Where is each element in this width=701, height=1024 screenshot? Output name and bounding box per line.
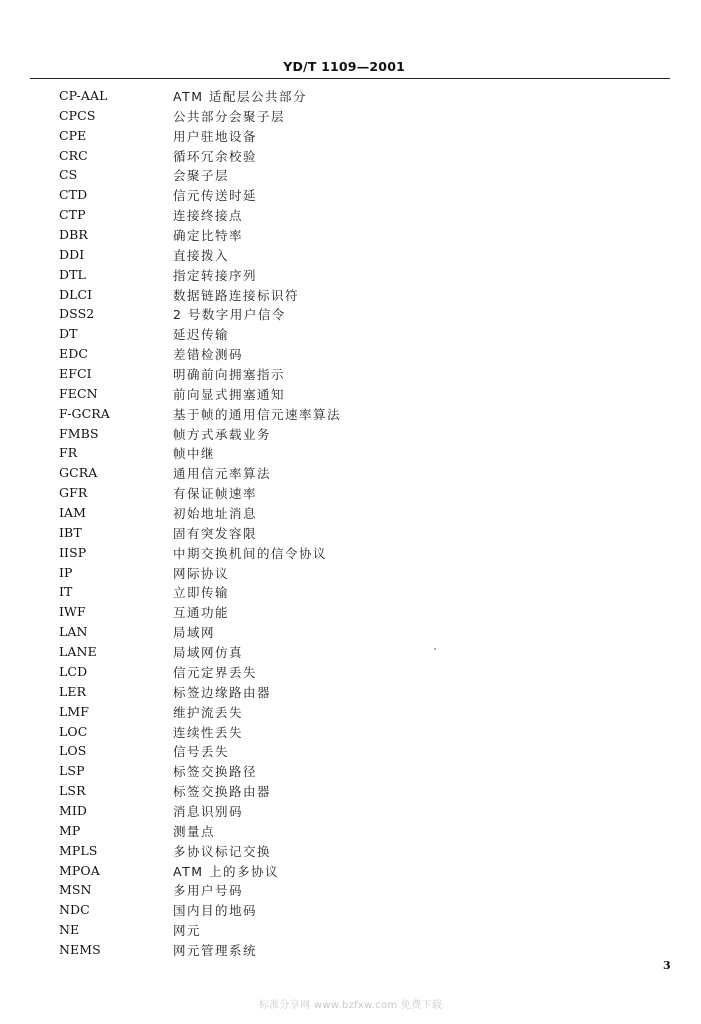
term-row — [59, 165, 659, 185]
term-definition: 指定转接序列 — [173, 267, 258, 283]
term-definition: ATM 上的多协议 — [173, 863, 279, 879]
term-row — [59, 662, 659, 682]
term-abbreviation: LER — [59, 683, 87, 699]
term-abbreviation: FR — [59, 445, 78, 461]
term-row — [59, 622, 659, 642]
term-abbreviation: IISP — [59, 544, 87, 560]
term-row — [59, 702, 659, 722]
header-divider — [30, 78, 670, 79]
term-abbreviation: MPOA — [59, 862, 100, 878]
term-abbreviation: IBT — [59, 524, 82, 540]
term-definition: ATM 适配层公共部分 — [173, 89, 307, 104]
term-abbreviation: DLCI — [59, 286, 93, 302]
term-abbreviation: FMBS — [59, 425, 99, 441]
term-definition: 局域网仿真 — [173, 645, 244, 661]
term-definition: 标签边缘路由器 — [173, 684, 272, 700]
term-abbreviation: CTD — [59, 187, 88, 203]
term-row — [59, 602, 659, 622]
term-definition: 维护流丢失 — [173, 704, 244, 720]
term-row — [59, 443, 659, 463]
term-definition: 有保证帧速率 — [173, 486, 258, 502]
term-abbreviation: NE — [59, 922, 80, 938]
term-row — [59, 424, 659, 444]
term-abbreviation: CP-AAL — [59, 88, 108, 103]
term-abbreviation: LSP — [59, 763, 85, 779]
term-row — [59, 245, 659, 265]
term-definition: 国内目的地码 — [173, 903, 258, 919]
term-row — [59, 841, 659, 861]
scan-speck — [434, 648, 436, 650]
term-definition: 会聚子层 — [173, 168, 230, 184]
abbreviation-list — [59, 86, 659, 960]
term-definition: 确定比特率 — [173, 228, 244, 244]
term-definition: 帧中继 — [173, 446, 216, 462]
term-abbreviation: EDC — [59, 346, 89, 362]
term-abbreviation: LMF — [59, 703, 90, 719]
term-row — [59, 205, 659, 225]
term-row — [59, 880, 659, 900]
term-row — [59, 86, 659, 106]
term-abbreviation: IAM — [59, 505, 87, 521]
term-definition: 连续性丢失 — [173, 724, 244, 740]
term-abbreviation: IP — [59, 564, 73, 580]
term-row — [59, 146, 659, 166]
term-definition: 标签交换路径 — [173, 764, 258, 780]
term-definition: 信元传送时延 — [173, 188, 258, 204]
term-abbreviation: IWF — [59, 604, 86, 620]
term-definition: 初始地址消息 — [173, 506, 258, 522]
term-definition: 中期交换机间的信令协议 — [173, 545, 328, 561]
term-abbreviation: IT — [59, 584, 73, 600]
term-row — [59, 801, 659, 821]
term-row — [59, 106, 659, 126]
term-definition: 立即传输 — [173, 585, 230, 601]
term-definition: 局域网 — [173, 625, 216, 641]
term-row — [59, 722, 659, 742]
term-row — [59, 682, 659, 702]
term-definition: 公共部分会聚子层 — [173, 108, 286, 124]
term-row — [59, 324, 659, 344]
term-row — [59, 761, 659, 781]
term-definition: 连接终接点 — [173, 208, 244, 224]
term-definition: 信号丢失 — [173, 744, 230, 760]
term-abbreviation: DTL — [59, 266, 86, 282]
term-row — [59, 900, 659, 920]
term-definition: 直接拨入 — [173, 247, 230, 263]
term-definition: 测量点 — [173, 823, 216, 839]
term-abbreviation: LSR — [59, 783, 86, 799]
term-abbreviation: MSN — [59, 882, 92, 898]
term-definition: 延迟传输 — [173, 327, 230, 343]
term-definition: 循环冗余校验 — [173, 148, 258, 164]
term-row — [59, 225, 659, 245]
term-definition: 网元管理系统 — [173, 942, 258, 958]
term-abbreviation: MP — [59, 822, 81, 838]
term-abbreviation: DT — [59, 326, 78, 342]
term-row — [59, 563, 659, 583]
term-definition: 用户驻地设备 — [173, 128, 258, 144]
term-abbreviation: CPCS — [59, 107, 96, 123]
term-abbreviation: DBR — [59, 227, 88, 243]
term-abbreviation: LOS — [59, 743, 87, 759]
term-row — [59, 304, 659, 324]
term-abbreviation: CTP — [59, 207, 86, 223]
term-row — [59, 265, 659, 285]
term-row — [59, 344, 659, 364]
term-definition: 标签交换路由器 — [173, 784, 272, 800]
term-abbreviation: CS — [59, 167, 78, 183]
term-row — [59, 741, 659, 761]
term-abbreviation: NEMS — [59, 941, 101, 957]
term-abbreviation: LCD — [59, 663, 88, 679]
term-row — [59, 364, 659, 384]
term-definition: 前向显式拥塞通知 — [173, 386, 286, 402]
term-definition: 帧方式承载业务 — [173, 426, 272, 442]
term-abbreviation: LAN — [59, 624, 88, 640]
term-definition: 多用户号码 — [173, 883, 244, 899]
term-abbreviation: FECN — [59, 385, 98, 401]
term-row — [59, 642, 659, 662]
term-row — [59, 384, 659, 404]
document-code: YD/T 1109—2001 — [283, 59, 405, 74]
term-row — [59, 940, 659, 960]
term-definition: 基于帧的通用信元速率算法 — [173, 406, 342, 422]
term-abbreviation: DDI — [59, 246, 85, 262]
term-abbreviation: MPLS — [59, 842, 98, 858]
term-abbreviation: CPE — [59, 127, 87, 143]
term-definition: 数据链路连接标识符 — [173, 287, 300, 303]
term-row — [59, 582, 659, 602]
term-row — [59, 463, 659, 483]
term-definition: 互通功能 — [173, 605, 230, 621]
term-definition: 明确前向拥塞指示 — [173, 367, 286, 383]
term-definition: 差错检测码 — [173, 347, 244, 363]
term-abbreviation: LANE — [59, 644, 97, 660]
term-row — [59, 404, 659, 424]
term-row — [59, 126, 659, 146]
term-row — [59, 185, 659, 205]
term-definition: 2 号数字用户信令 — [173, 307, 286, 323]
term-row — [59, 781, 659, 801]
term-row — [59, 503, 659, 523]
term-definition: 固有突发容限 — [173, 525, 258, 541]
watermark-text: 标准分享网 www.bzfxw.com 免费下载 — [258, 1000, 443, 1011]
term-abbreviation: NDC — [59, 902, 90, 918]
page-number: 3 — [663, 959, 671, 972]
term-abbreviation: LOC — [59, 723, 88, 739]
term-abbreviation: CRC — [59, 147, 88, 163]
term-abbreviation: MID — [59, 802, 88, 818]
term-row — [59, 543, 659, 563]
term-definition: 多协议标记交换 — [173, 843, 272, 859]
term-definition: 网际协议 — [173, 565, 230, 581]
term-definition: 消息识别码 — [173, 803, 244, 819]
term-definition: 通用信元率算法 — [173, 466, 272, 482]
term-row — [59, 483, 659, 503]
term-row — [59, 821, 659, 841]
term-definition: 网元 — [173, 923, 202, 939]
term-row — [59, 523, 659, 543]
term-abbreviation: EFCI — [59, 366, 92, 382]
term-abbreviation: F-GCRA — [59, 405, 110, 421]
term-definition: 信元定界丢失 — [173, 664, 258, 680]
term-row — [59, 861, 659, 881]
term-row — [59, 285, 659, 305]
term-row — [59, 920, 659, 940]
term-abbreviation: DSS2 — [59, 306, 95, 322]
term-abbreviation: GFR — [59, 485, 88, 501]
term-abbreviation: GCRA — [59, 465, 98, 481]
